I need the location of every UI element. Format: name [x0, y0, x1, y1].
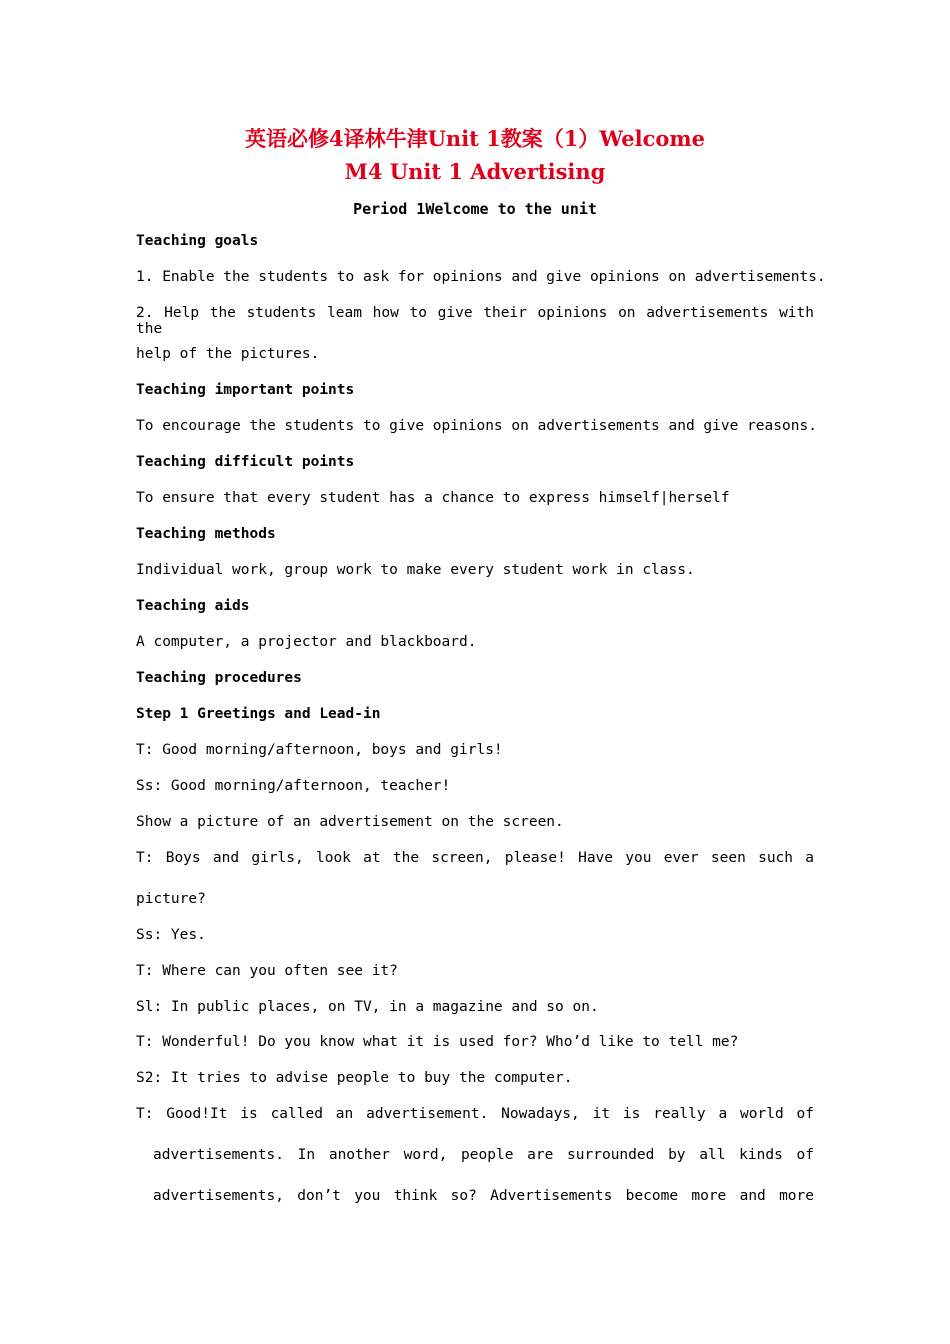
document-subtitle: M4 Unit 1 Advertising: [344, 159, 606, 184]
goals-heading: Teaching goals: [136, 233, 259, 249]
goal-1: 1. Enable the students to ask for opinions and give opinions on advertisements.: [136, 269, 826, 285]
dialogue-line: T: Wonderful! Do you know what it is used for? Who’d like to tell me?: [136, 1034, 739, 1050]
dialogue-line: Ss: Good morning/afternoon, teacher!: [136, 778, 451, 794]
dialogue-line: T: Boys and girls, look at the screen, please! Have you ever seen such a: [136, 850, 814, 866]
dialogue-line: Show a picture of an advertisement on the screen.: [136, 814, 564, 830]
step-1-heading: Step 1 Greetings and Lead-in: [136, 706, 381, 722]
dialogue-line: Sl: In public places, on TV, in a magazine and so on.: [136, 999, 599, 1015]
aids-heading: Teaching aids: [136, 598, 250, 614]
document-title: 英语必修4译林牛津Unit 1教案（1）Welcome: [245, 126, 705, 151]
period-heading: Period 1Welcome to the unit: [353, 200, 597, 218]
difficult-points-heading: Teaching difficult points: [136, 454, 355, 470]
dialogue-line: picture?: [136, 891, 206, 907]
dialogue-line: T: Where can you often see it?: [136, 963, 398, 979]
dialogue-line: advertisements, don’t you think so? Advertisements become more and more: [153, 1188, 814, 1204]
procedures-heading: Teaching procedures: [136, 670, 302, 686]
dialogue-line: T: Good morning/afternoon, boys and girls!: [136, 742, 503, 758]
dialogue-line: Ss: Yes.: [136, 927, 206, 943]
methods-heading: Teaching methods: [136, 526, 276, 542]
dialogue-line: S2: It tries to advise people to buy the computer.: [136, 1070, 573, 1086]
dialogue-line: T: Good!It is called an advertisement. Nowadays, it is really a world of: [136, 1106, 814, 1122]
methods-text: Individual work, group work to make every student work in class.: [136, 562, 695, 578]
goal-2-line-1: 2. Help the students leam how to give their opinions on advertisements with the: [136, 305, 814, 337]
goal-2-line-2: help of the pictures.: [136, 346, 320, 362]
aids-text: A computer, a projector and blackboard.: [136, 634, 477, 650]
important-points-text: To encourage the students to give opinions on advertisements and give reasons.: [136, 418, 817, 434]
dialogue-line: advertisements. In another word, people are surrounded by all kinds of: [153, 1147, 814, 1163]
important-points-heading: Teaching important points: [136, 382, 355, 398]
difficult-points-text: To ensure that every student has a chance to express himself|herself: [136, 490, 730, 506]
